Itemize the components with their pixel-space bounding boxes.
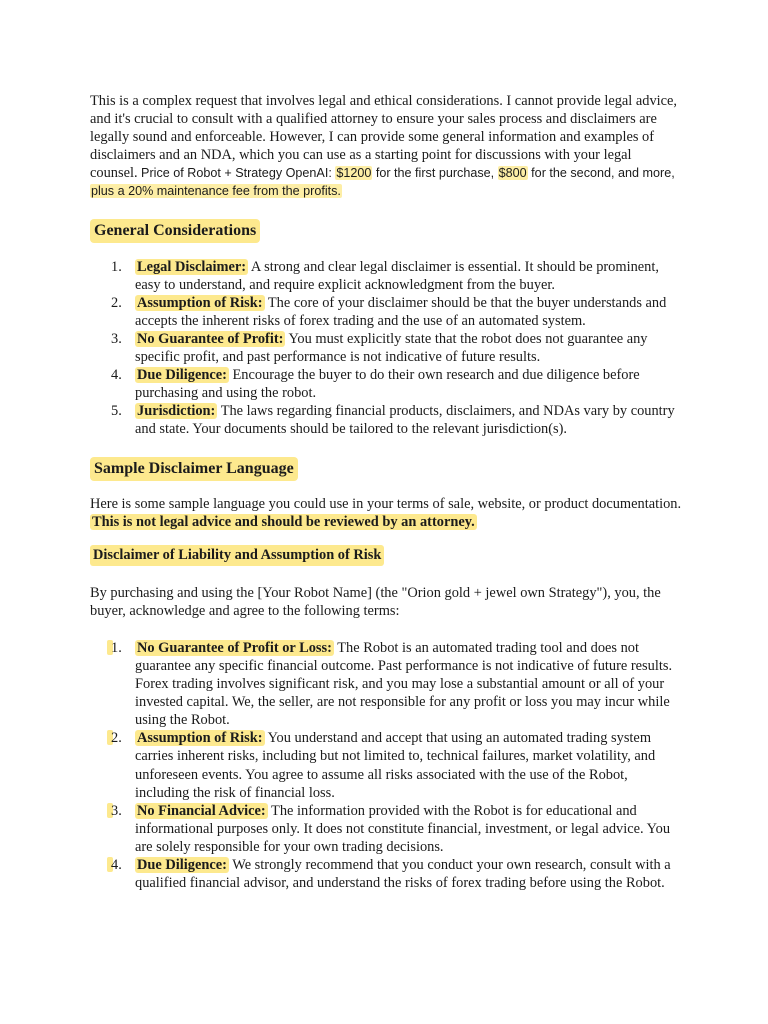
list-item [90, 802, 682, 856]
price-mid2: for the second, and more, [527, 166, 675, 181]
intro-paragraph [90, 92, 682, 201]
list-number: 1. [111, 639, 122, 656]
liability-paragraph: By purchasing and using the [Your Robot Name] (the "Orion gold + jewel own Strategy"), you, the buyer, acknowledge and agree to the following terms: [90, 584, 661, 619]
liability-terms-list [90, 639, 682, 892]
list-text: The Robot is an automated trading tool and does not guarantee any specific financial outcome. Past performance is not indicative of future results. Forex trading involves significant risk, and you may lose a substantial amount or all of your invested capital. We, the seller, are not responsible for any profit or loss you may incur while using the Robot. [135, 639, 673, 729]
list-number: 4. [111, 367, 122, 384]
list-text: The laws regarding financial products, disclaimers, and NDAs vary by country and state. Your documents should be tailored to the relevant jurisdiction(s). [135, 403, 675, 438]
list-term: Legal Disclaimer: [137, 258, 247, 275]
price-second: $800 [498, 166, 527, 181]
list-item [90, 729, 682, 801]
list-item [90, 330, 682, 366]
list-term: Due Diligence: [137, 367, 227, 384]
list-term: No Financial Advice: [137, 802, 266, 819]
list-term: Assumption of Risk: [137, 730, 263, 747]
list-number: 2. [111, 294, 122, 311]
list-number: 5. [111, 403, 122, 420]
price-first: $1200 [336, 166, 372, 181]
list-number: 2. [111, 730, 122, 747]
general-considerations-list [90, 258, 682, 439]
list-item [90, 639, 682, 729]
list-text: The information provided with the Robot is for educational and informational purposes only. It does not constitute financial, investment, or legal advice. You are solely responsible for your own trading decisions. [135, 802, 671, 855]
list-term: No Guarantee of Profit: [137, 330, 284, 347]
list-number: 3. [111, 802, 122, 819]
document-page [90, 92, 682, 892]
maintenance-fee: plus a 20% maintenance fee from the profits. [91, 184, 341, 199]
list-term: Assumption of Risk: [137, 294, 263, 311]
sample-disclaimer-heading: Sample Disclaimer Language [90, 457, 298, 481]
list-text: You must explicitly state that the robot does not guarantee any specific profit, and past performance is not indicative of future results. [135, 330, 648, 366]
list-item [90, 294, 682, 330]
list-text: The core of your disclaimer should be that the buyer understands and accepts the inherent risks of forex trading and the use of an automated system. [135, 294, 667, 329]
list-text: A strong and clear legal disclaimer is essential. It should be prominent, easy to understand, and require explicit acknowledgment from the buyer. [135, 258, 659, 293]
list-number: 3. [111, 330, 122, 347]
list-item [90, 258, 682, 294]
general-considerations-heading: General Considerations [90, 219, 260, 243]
list-term: Due Diligence: [137, 857, 227, 873]
liability-heading: Disclaimer of Liability and Assumption of Risk [90, 545, 384, 566]
sample-text: Here is some sample language you could use in your terms of sale, website, or product documentation. [90, 495, 682, 512]
list-term: No Guarantee of Profit or Loss: [137, 639, 332, 656]
list-item [90, 402, 682, 438]
list-item [90, 856, 682, 892]
list-text: We strongly recommend that you conduct your own research, consult with a qualified financial advisor, and understand the risks of forex trading before using the Robot. [135, 857, 671, 892]
list-text: You understand and accept that using an automated trading system carries inherent risks, including but not limited to, technical failures, market volatility, and unforeseen events. You agree to assume all risks associated with the use of the Robot, including the risk of financial loss. [135, 730, 656, 801]
legal-advice-warning: This is not legal advice and should be reviewed by an attorney. [92, 513, 475, 530]
list-item [90, 366, 682, 402]
price-mid1: for the first purchase, [372, 166, 498, 181]
price-prefix: Price of Robot + Strategy OpenAI: [137, 166, 336, 181]
list-number: 4. [111, 857, 122, 873]
intro-text: This is a complex request that involves legal and ethical considerations. I cannot provide legal advice, and it's crucial to consult with a qualified attorney to ensure your sales process and disclaimers are legally sound and enforceable. However, I can provide some general information and examples of disclaimers and an NDA, which you can use as a starting point for discussions with your legal counsel. [90, 93, 678, 182]
list-text: Encourage the buyer to do their own research and due diligence before purchasing and using the robot. [135, 367, 640, 402]
list-term: Jurisdiction: [137, 403, 216, 420]
list-number: 1. [111, 258, 122, 275]
sample-paragraph [90, 495, 682, 531]
